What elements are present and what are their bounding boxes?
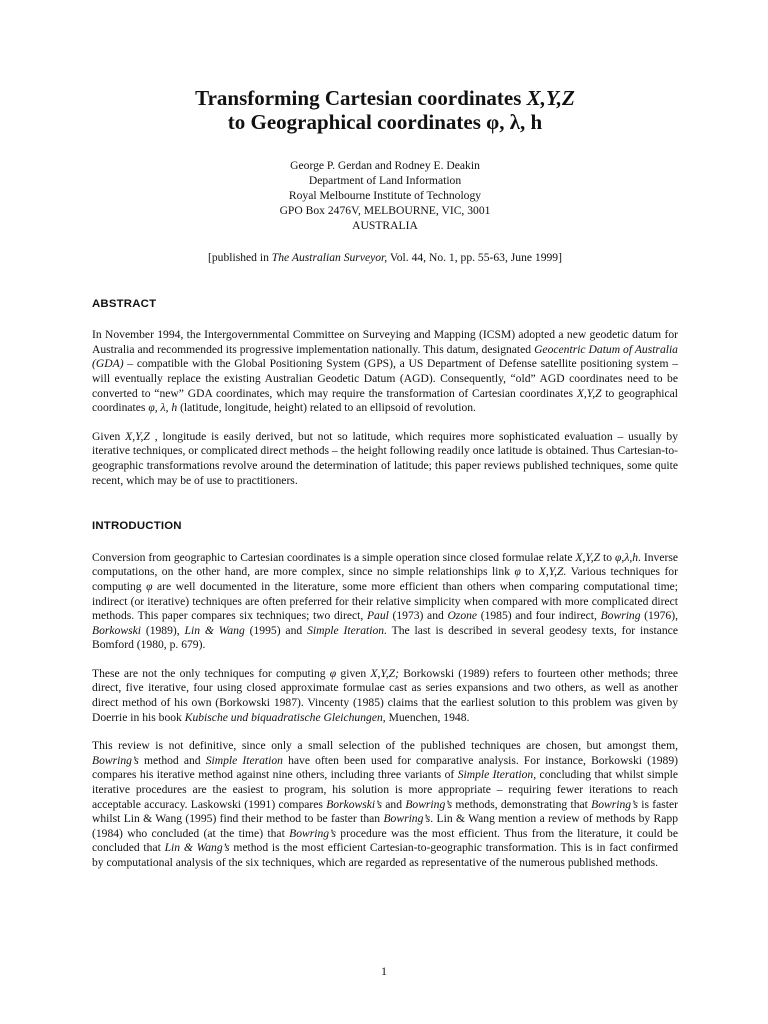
- paper-page: [92, 86, 678, 885]
- author-country: AUSTRALIA: [352, 219, 418, 232]
- publication-note: [published in The Australian Surveyor, Vol. 44, No. 1, pp. 55-63, June 1999]: [208, 251, 562, 264]
- paper-title: [92, 86, 678, 134]
- author-department: Department of Land Information: [308, 174, 462, 187]
- author-names: George P. Gerdan and Rodney E. Deakin: [290, 159, 480, 172]
- introduction-paragraph-1: Conversion from geographic to Cartesian coordinates is a simple operation since closed formulae relate X,Y,Z to φ,λ,h. Inverse computations, on the other hand, are more complex, since no simple relationships link φ to X,Y,Z. Various techniques for computing φ are well documented in the literature, some more efficient than others when comparing computational time; indirect (or iterative) techniques are often preferred for their relative simplicity when compared with more complicated direct methods. This paper compares six techniques; two direct, Paul (1973) and Ozone (1985) and four indirect, Bowring (1976), Borkowski (1989), Lin & Wang (1995) and Simple Iteration. The last is described in several geodesy texts, for instance Bomford (1980, p. 679).: [92, 550, 678, 652]
- abstract-paragraph-2: Given X,Y,Z , longitude is easily derived, but not so latitude, which requires more sophisticated evaluation – usually by iterative techniques, or complicated direct methods – the height following readily once latitude is obtained. Thus Cartesian-to-geographic transformations revolve around the determination of latitude; this paper reviews published techniques, some quite recent, which may be of use to practitioners.: [92, 429, 678, 487]
- author-block: [92, 158, 678, 233]
- abstract-paragraph-1: In November 1994, the Intergovernmental Committee on Surveying and Mapping (ICSM) adopted a new geodetic datum for Australia and recommended its progressive implementation nationally. This datum, designated Geocentric Datum of Australia (GDA) – compatible with the Global Positioning System (GPS), a US Department of Defense satellite positioning system – will eventually replace the existing Australian Geodetic Datum (AGD). Consequently, “old” AGD coordinates need to be converted to “new” GDA coordinates, which may require the transformation of Cartesian coordinates X,Y,Z to geographical coordinates φ, λ, h (latitude, longitude, height) related to an ellipsoid of revolution.: [92, 328, 679, 415]
- title-line-1: Transforming Cartesian coordinates X,Y,Z: [195, 86, 575, 110]
- author-institution: Royal Melbourne Institute of Technology: [288, 189, 482, 202]
- page-number: 1: [381, 964, 387, 978]
- introduction-paragraph-2: These are not the only techniques for computing φ given X,Y,Z; Borkowski (1989) refers to fourteen other methods; three direct, five iterative, four using closed approximate formulae cast as series expansions and two others, as well as another direct method of his own (Borkowski 1987). Vincenty (1985) claims that the earliest solution to this problem was given by Doerrie in his book Kubische und biquadratische Gleichungen, Muenchen, 1948.: [92, 666, 678, 724]
- abstract-heading: ABSTRACT: [92, 297, 157, 310]
- introduction-heading: INTRODUCTION: [92, 520, 182, 533]
- author-address: GPO Box 2476V, MELBOURNE, VIC, 3001: [279, 204, 491, 217]
- introduction-paragraph-3: This review is not definitive, since only a small selection of the published techniques are chosen, but amongst them, Bowring’s method and Simple Iteration have often been used for comparative analysis. For instance, Borkowski (1989) compares his iterative method against nine others, including three variants of Simple Iteration, concluding that whilst simple iterative procedures are the easiest to program, his solution is more appropriate – requiring fewer iterations to reach acceptable accuracy. Laskowski (1991) compares Borkowski’s and Bowring’s methods, demonstrating that Bowring’s is faster whilst Lin & Wang (1995) find their method to be faster than Bowring’s. Lin & Wang mention a review of methods by Rapp (1984) who concluded (at the time) that Bowring’s procedure was the most efficient. Thus from the literature, it could be concluded that Lin & Wang’s method is the most efficient Cartesian-to-geographic transformation. This is in fact confirmed by computational analysis of the six techniques, which are regarded as representative of the numerous published methods.: [92, 739, 679, 869]
- title-line-2: to Geographical coordinates φ, λ, h: [227, 110, 543, 134]
